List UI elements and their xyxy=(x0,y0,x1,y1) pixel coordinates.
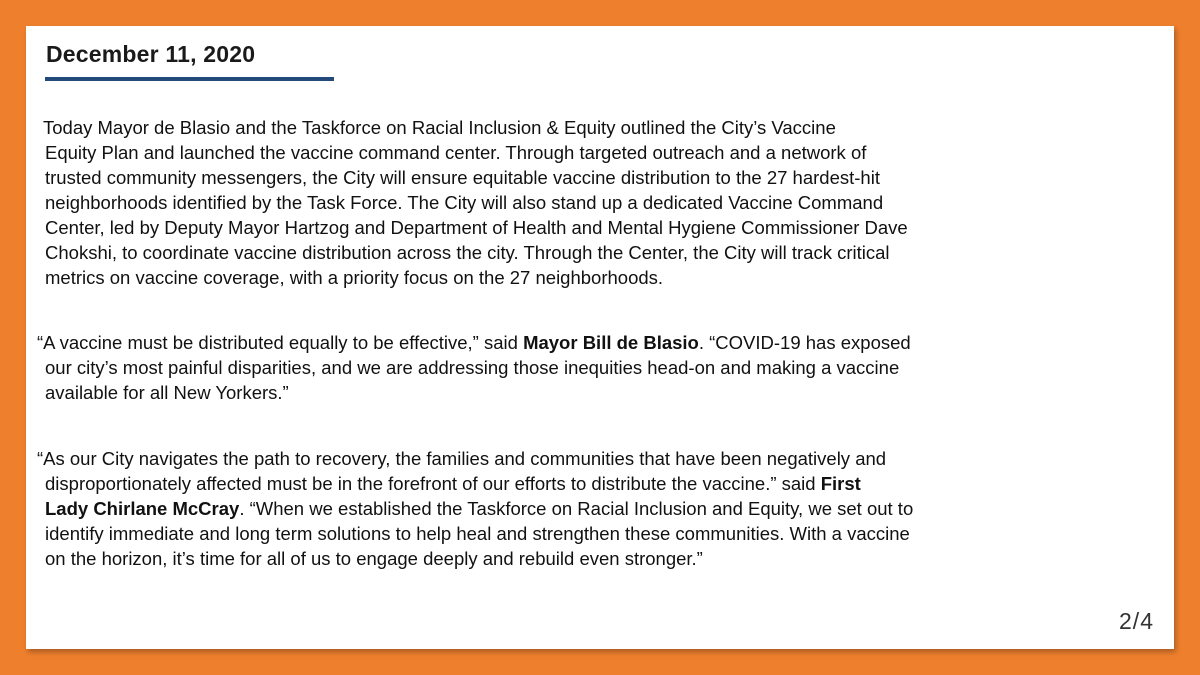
text-line: trusted community messengers, the City will ensure equitable vaccine distribution to the 27 hardest-hit xyxy=(45,167,880,188)
text-line: on the horizon, it’s time for all of us to engage deeply and rebuild even stronger.” xyxy=(45,548,703,569)
text-line: neighborhoods identified by the Task Force. The City will also stand up a dedicated Vaccine Command xyxy=(45,192,884,213)
speaker-name: Mayor Bill de Blasio xyxy=(523,332,699,353)
slide-card xyxy=(26,26,1174,649)
speaker-name: First xyxy=(820,473,861,494)
quote-text: . “When we established the Taskforce on Racial Inclusion and Equity, we set out to xyxy=(239,498,914,519)
page-title: December 11, 2020 xyxy=(46,41,256,67)
mayor-quote xyxy=(37,330,1147,405)
quote-text: . “COVID-19 has exposed xyxy=(698,332,911,353)
text-line: available for all New Yorkers.” xyxy=(45,382,289,403)
text-line: Chokshi, to coordinate vaccine distribution across the city. Through the Center, the City will track critical xyxy=(45,242,890,263)
first-lady-quote xyxy=(37,446,1157,571)
speaker-name: Lady Chirlane McCray xyxy=(45,498,240,519)
text-line: identify immediate and long term solutions to help heal and strengthen these communities. With a vaccine xyxy=(45,523,910,544)
text-line xyxy=(37,471,1157,496)
text-line xyxy=(37,330,1147,355)
text-line: Equity Plan and launched the vaccine command center. Through targeted outreach and a network of xyxy=(45,142,867,163)
quote-text: “A vaccine must be distributed equally to be effective,” said xyxy=(37,332,524,353)
intro-paragraph xyxy=(43,115,1153,290)
text-line: metrics on vaccine coverage, with a priority focus on the 27 neighborhoods. xyxy=(45,267,664,288)
text-line: Today Mayor de Blasio and the Taskforce on Racial Inclusion & Equity outlined the City’s Vaccine xyxy=(43,117,836,138)
text-line: our city’s most painful disparities, and we are addressing those inequities head-on and making a vaccine xyxy=(45,357,900,378)
quote-text: disproportionately affected must be in the forefront of our efforts to distribute the vaccine.” said xyxy=(45,473,821,494)
page-indicator: 2/4 xyxy=(1119,608,1154,634)
text-line: Center, led by Deputy Mayor Hartzog and Department of Health and Mental Hygiene Commissioner Dave xyxy=(45,217,908,238)
text-line xyxy=(37,496,1157,521)
title-underline xyxy=(45,77,334,81)
text-line: “As our City navigates the path to recovery, the families and communities that have been negatively and xyxy=(37,448,887,469)
